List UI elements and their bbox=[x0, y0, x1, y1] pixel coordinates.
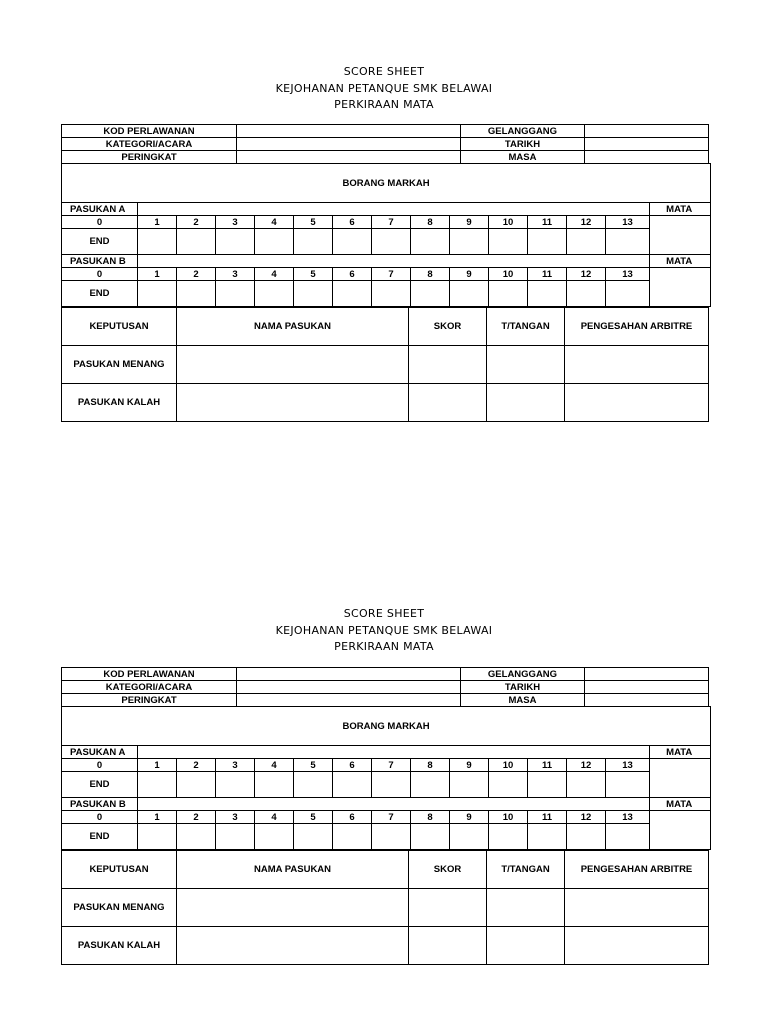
team-a-end-cell[interactable] bbox=[606, 229, 650, 255]
masa-field[interactable] bbox=[585, 151, 709, 164]
gelanggang-field[interactable] bbox=[585, 668, 709, 681]
end-number: 3 bbox=[216, 268, 255, 281]
loser-pengesahan-field[interactable] bbox=[565, 384, 709, 422]
team-a-end-cell[interactable] bbox=[216, 772, 255, 798]
end-number: 3 bbox=[216, 811, 255, 824]
end-number: 8 bbox=[411, 759, 450, 772]
kod-perlawanan-label: KOD PERLAWANAN bbox=[62, 668, 237, 681]
team-b-mata-field[interactable] bbox=[650, 268, 711, 307]
team-b-mata-field[interactable] bbox=[650, 811, 711, 850]
end-number: 0 bbox=[62, 268, 138, 281]
loser-nama-field[interactable] bbox=[177, 384, 409, 422]
team-b-end-cell[interactable] bbox=[528, 824, 567, 850]
end-number: 4 bbox=[255, 268, 294, 281]
team-b-end-cell[interactable] bbox=[216, 281, 255, 307]
result-table bbox=[61, 307, 709, 422]
end-number: 2 bbox=[177, 811, 216, 824]
tarikh-field[interactable] bbox=[585, 138, 709, 151]
end-number: 0 bbox=[62, 811, 138, 824]
team-a-mata-label: MATA bbox=[650, 203, 711, 216]
end-number: 12 bbox=[567, 759, 606, 772]
team-a-end-cell[interactable] bbox=[372, 229, 411, 255]
match-info-table bbox=[61, 667, 709, 707]
end-number: 10 bbox=[489, 811, 528, 824]
kategori-acara-field[interactable] bbox=[237, 138, 461, 151]
end-number: 12 bbox=[567, 268, 606, 281]
title-perkiraan-mata: PERKIRAAN MATA bbox=[334, 98, 434, 111]
end-number: 6 bbox=[333, 216, 372, 229]
team-a-end-cell[interactable] bbox=[411, 772, 450, 798]
team-b-end-cell[interactable] bbox=[333, 824, 372, 850]
end-number: 5 bbox=[294, 759, 333, 772]
end-number: 1 bbox=[138, 216, 177, 229]
team-a-mata-field[interactable] bbox=[650, 216, 711, 255]
winner-nama-field[interactable] bbox=[177, 889, 409, 927]
end-number: 5 bbox=[294, 268, 333, 281]
t-tangan-header: T/TANGAN bbox=[487, 851, 565, 889]
winner-nama-field[interactable] bbox=[177, 346, 409, 384]
team-b-end-cell[interactable] bbox=[333, 281, 372, 307]
end-number: 10 bbox=[489, 216, 528, 229]
team-b-name-field[interactable] bbox=[138, 798, 650, 811]
result-table bbox=[61, 850, 709, 965]
end-number: 13 bbox=[606, 759, 650, 772]
team-b-name-field[interactable] bbox=[138, 255, 650, 268]
score-table bbox=[61, 163, 711, 307]
team-b-end-cell[interactable] bbox=[489, 281, 528, 307]
team-a-end-cell[interactable] bbox=[372, 772, 411, 798]
team-b-mata-label: MATA bbox=[650, 798, 711, 811]
score-table bbox=[61, 706, 711, 850]
end-number: 8 bbox=[411, 268, 450, 281]
team-a-end-cell[interactable] bbox=[294, 772, 333, 798]
pasukan-kalah-label: PASUKAN KALAH bbox=[62, 384, 177, 422]
team-b-end-cell[interactable] bbox=[411, 281, 450, 307]
team-b-end-cell[interactable] bbox=[528, 281, 567, 307]
end-number: 11 bbox=[528, 268, 567, 281]
team-b-end-cell[interactable] bbox=[450, 281, 489, 307]
tarikh-label: TARIKH bbox=[461, 681, 585, 694]
masa-label: MASA bbox=[461, 694, 585, 707]
end-number: 1 bbox=[138, 268, 177, 281]
end-number: 5 bbox=[294, 216, 333, 229]
masa-field[interactable] bbox=[585, 694, 709, 707]
end-number: 7 bbox=[372, 811, 411, 824]
end-number: 6 bbox=[333, 811, 372, 824]
team-b-end-label: END bbox=[62, 824, 138, 850]
team-a-end-cell[interactable] bbox=[606, 772, 650, 798]
end-number: 2 bbox=[177, 268, 216, 281]
team-b-end-cell[interactable] bbox=[138, 824, 177, 850]
end-number: 7 bbox=[372, 268, 411, 281]
team-b-end-cell[interactable] bbox=[372, 281, 411, 307]
end-number: 9 bbox=[450, 216, 489, 229]
team-a-end-cell[interactable] bbox=[528, 772, 567, 798]
tarikh-label: TARIKH bbox=[461, 138, 585, 151]
team-b-label: PASUKAN B bbox=[62, 798, 138, 811]
title-score-sheet: SCORE SHEET bbox=[343, 607, 425, 620]
team-a-end-cell[interactable] bbox=[411, 229, 450, 255]
team-a-end-cell[interactable] bbox=[255, 229, 294, 255]
team-a-name-field[interactable] bbox=[138, 203, 650, 216]
end-number: 13 bbox=[606, 811, 650, 824]
team-a-end-label: END bbox=[62, 772, 138, 798]
team-a-end-cell[interactable] bbox=[255, 772, 294, 798]
end-number: 0 bbox=[62, 216, 138, 229]
end-number: 9 bbox=[450, 759, 489, 772]
sheet-titles bbox=[0, 64, 768, 114]
team-a-end-cell[interactable] bbox=[567, 229, 606, 255]
end-number: 13 bbox=[606, 216, 650, 229]
team-a-name-field[interactable] bbox=[138, 746, 650, 759]
team-b-end-cell[interactable] bbox=[255, 824, 294, 850]
end-number: 4 bbox=[255, 759, 294, 772]
team-b-mata-label: MATA bbox=[650, 255, 711, 268]
gelanggang-label: GELANGGANG bbox=[461, 668, 585, 681]
nama-pasukan-header: NAMA PASUKAN bbox=[177, 851, 409, 889]
end-number: 3 bbox=[216, 216, 255, 229]
kod-perlawanan-field[interactable] bbox=[237, 668, 461, 681]
winner-pengesahan-field[interactable] bbox=[565, 346, 709, 384]
team-a-end-cell[interactable] bbox=[450, 772, 489, 798]
team-a-end-cell[interactable] bbox=[489, 772, 528, 798]
title-score-sheet: SCORE SHEET bbox=[343, 65, 425, 78]
team-b-end-cell[interactable] bbox=[567, 824, 606, 850]
team-b-end-cell[interactable] bbox=[372, 824, 411, 850]
kod-perlawanan-label: KOD PERLAWANAN bbox=[62, 125, 237, 138]
end-number: 1 bbox=[138, 759, 177, 772]
team-a-end-cell[interactable] bbox=[333, 229, 372, 255]
end-number: 7 bbox=[372, 759, 411, 772]
end-number: 11 bbox=[528, 759, 567, 772]
end-number: 6 bbox=[333, 268, 372, 281]
team-a-end-cell[interactable] bbox=[138, 772, 177, 798]
team-a-end-label: END bbox=[62, 229, 138, 255]
team-b-label: PASUKAN B bbox=[62, 255, 138, 268]
skor-header: SKOR bbox=[409, 851, 487, 889]
winner-skor-field[interactable] bbox=[409, 889, 487, 927]
team-a-label: PASUKAN A bbox=[62, 203, 138, 216]
team-b-end-cell[interactable] bbox=[411, 824, 450, 850]
end-number: 11 bbox=[528, 216, 567, 229]
team-a-mata-label: MATA bbox=[650, 746, 711, 759]
end-number: 5 bbox=[294, 811, 333, 824]
team-a-end-cell[interactable] bbox=[177, 772, 216, 798]
team-b-end-cell[interactable] bbox=[177, 824, 216, 850]
team-a-label: PASUKAN A bbox=[62, 746, 138, 759]
loser-skor-field[interactable] bbox=[409, 384, 487, 422]
end-number: 2 bbox=[177, 216, 216, 229]
end-number: 9 bbox=[450, 268, 489, 281]
team-a-end-cell[interactable] bbox=[177, 229, 216, 255]
pasukan-kalah-label: PASUKAN KALAH bbox=[62, 927, 177, 965]
team-b-end-label: END bbox=[62, 281, 138, 307]
end-number: 10 bbox=[489, 759, 528, 772]
end-number: 4 bbox=[255, 811, 294, 824]
team-b-end-cell[interactable] bbox=[294, 281, 333, 307]
end-number: 8 bbox=[411, 811, 450, 824]
t-tangan-header: T/TANGAN bbox=[487, 308, 565, 346]
kod-perlawanan-field[interactable] bbox=[237, 125, 461, 138]
end-number: 9 bbox=[450, 811, 489, 824]
loser-pengesahan-field[interactable] bbox=[565, 927, 709, 965]
peringkat-label: PERINGKAT bbox=[62, 694, 237, 707]
borang-markah-heading: BORANG MARKAH bbox=[62, 707, 711, 746]
end-number: 4 bbox=[255, 216, 294, 229]
team-a-end-cell[interactable] bbox=[528, 229, 567, 255]
team-b-end-cell[interactable] bbox=[294, 824, 333, 850]
team-a-mata-field[interactable] bbox=[650, 759, 711, 798]
team-a-end-cell[interactable] bbox=[567, 772, 606, 798]
borang-markah-heading: BORANG MARKAH bbox=[62, 164, 711, 203]
kategori-acara-field[interactable] bbox=[237, 681, 461, 694]
team-b-end-cell[interactable] bbox=[489, 824, 528, 850]
pengesahan-arbitre-header: PENGESAHAN ARBITRE bbox=[565, 851, 709, 889]
loser-skor-field[interactable] bbox=[409, 927, 487, 965]
pasukan-menang-label: PASUKAN MENANG bbox=[62, 346, 177, 384]
team-b-end-cell[interactable] bbox=[606, 824, 650, 850]
end-number: 8 bbox=[411, 216, 450, 229]
end-number: 3 bbox=[216, 759, 255, 772]
end-number: 12 bbox=[567, 811, 606, 824]
pengesahan-arbitre-header: PENGESAHAN ARBITRE bbox=[565, 308, 709, 346]
winner-t-tangan-field[interactable] bbox=[487, 346, 565, 384]
title-tournament: KEJOHANAN PETANQUE SMK BELAWAI bbox=[275, 623, 493, 637]
end-number: 13 bbox=[606, 268, 650, 281]
keputusan-header: KEPUTUSAN bbox=[62, 308, 177, 346]
skor-header: SKOR bbox=[409, 308, 487, 346]
team-a-end-cell[interactable] bbox=[294, 229, 333, 255]
team-b-end-cell[interactable] bbox=[138, 281, 177, 307]
winner-t-tangan-field[interactable] bbox=[487, 889, 565, 927]
peringkat-field[interactable] bbox=[237, 151, 461, 164]
end-number: 2 bbox=[177, 759, 216, 772]
gelanggang-field[interactable] bbox=[585, 125, 709, 138]
end-number: 11 bbox=[528, 811, 567, 824]
nama-pasukan-header: NAMA PASUKAN bbox=[177, 308, 409, 346]
end-number: 6 bbox=[333, 759, 372, 772]
pasukan-menang-label: PASUKAN MENANG bbox=[62, 889, 177, 927]
end-number: 10 bbox=[489, 268, 528, 281]
sheet-titles bbox=[0, 606, 768, 656]
team-b-end-cell[interactable] bbox=[255, 281, 294, 307]
loser-nama-field[interactable] bbox=[177, 927, 409, 965]
team-a-end-cell[interactable] bbox=[333, 772, 372, 798]
kategori-acara-label: KATEGORI/ACARA bbox=[62, 138, 237, 151]
team-b-end-cell[interactable] bbox=[177, 281, 216, 307]
team-a-end-cell[interactable] bbox=[489, 229, 528, 255]
team-b-end-cell[interactable] bbox=[216, 824, 255, 850]
team-b-end-cell[interactable] bbox=[567, 281, 606, 307]
loser-t-tangan-field[interactable] bbox=[487, 384, 565, 422]
loser-t-tangan-field[interactable] bbox=[487, 927, 565, 965]
peringkat-field[interactable] bbox=[237, 694, 461, 707]
team-b-end-cell[interactable] bbox=[606, 281, 650, 307]
gelanggang-label: GELANGGANG bbox=[461, 125, 585, 138]
team-a-end-cell[interactable] bbox=[216, 229, 255, 255]
end-number: 1 bbox=[138, 811, 177, 824]
masa-label: MASA bbox=[461, 151, 585, 164]
keputusan-header: KEPUTUSAN bbox=[62, 851, 177, 889]
winner-skor-field[interactable] bbox=[409, 346, 487, 384]
team-a-end-cell[interactable] bbox=[138, 229, 177, 255]
kategori-acara-label: KATEGORI/ACARA bbox=[62, 681, 237, 694]
title-perkiraan-mata: PERKIRAAN MATA bbox=[334, 640, 434, 653]
tarikh-field[interactable] bbox=[585, 681, 709, 694]
team-a-end-cell[interactable] bbox=[450, 229, 489, 255]
end-number: 12 bbox=[567, 216, 606, 229]
team-b-end-cell[interactable] bbox=[450, 824, 489, 850]
end-number: 0 bbox=[62, 759, 138, 772]
title-tournament: KEJOHANAN PETANQUE SMK BELAWAI bbox=[275, 81, 493, 95]
winner-pengesahan-field[interactable] bbox=[565, 889, 709, 927]
end-number: 7 bbox=[372, 216, 411, 229]
peringkat-label: PERINGKAT bbox=[62, 151, 237, 164]
match-info-table bbox=[61, 124, 709, 164]
